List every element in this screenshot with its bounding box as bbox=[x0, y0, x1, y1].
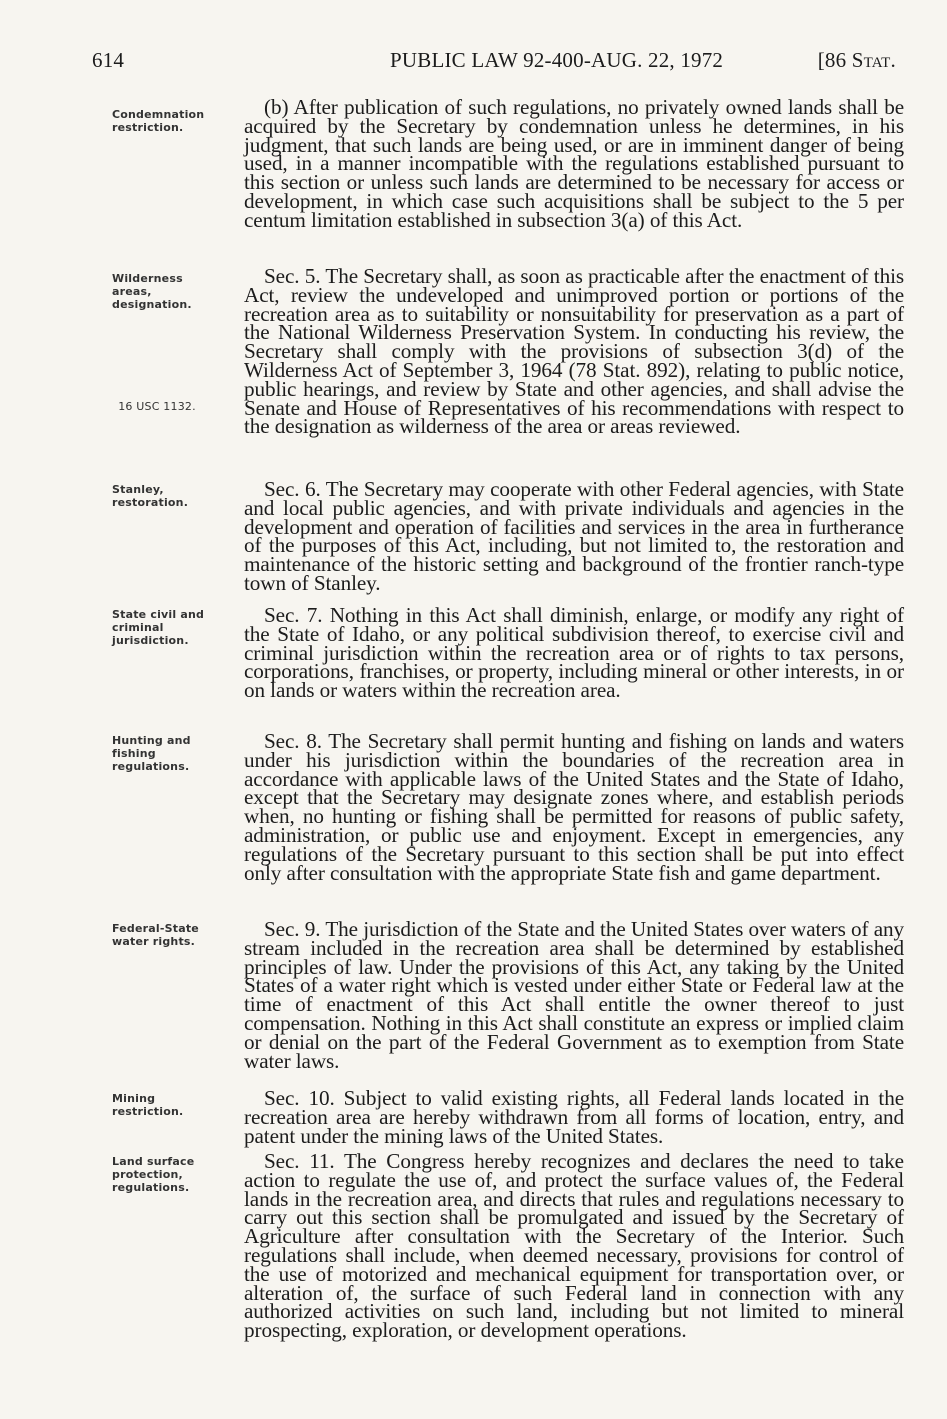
margin-note-usc: 16 USC 1132. bbox=[118, 400, 196, 413]
section-7 bbox=[244, 603, 904, 703]
page-number: 614 bbox=[92, 48, 125, 72]
margin-note-jurisdiction: State civil and criminal jurisdiction. bbox=[112, 608, 205, 647]
page-header bbox=[92, 48, 896, 80]
paragraph: Sec. 8. The Secretary shall permit hunting and fishing on lands and waters under his jurisdiction within the boundaries of the recreation area in accordance with applicable laws of the United States and the State of Idaho, except that the Secretary may designate zones where, and establish periods when, no hunting or fishing shall be permitted for reasons of public safety, administration, or public use and enjoyment. Except in emergencies, any regulations of the Secretary pursuant to this section shall be put into effect only after consultation with the appropriate State fish and game department. bbox=[244, 729, 904, 885]
margin-note-mining: Mining restriction. bbox=[112, 1092, 184, 1118]
paragraph: Sec. 5. The Secretary shall, as soon as practicable after the enactment of this Act, review the undeveloped and unimproved portion or portions of the recreation area as to suitability or nonsuitability for preservation as a part of the National Wilderness Preservation System. In conducting his review, the Secretary shall comply with the provisions of subsection 3(d) of the Wilderness Act of September 3, 1964 (78 Stat. 892), relating to public notice, public hearings, and review by State and other agencies, and shall advise the Senate and House of Representatives of his recommendations with respect to the designation as wilderness of the area or areas reviewed. bbox=[244, 264, 904, 439]
section-10 bbox=[244, 1086, 904, 1148]
margin-note-land-surface: Land surface protection, regulations. bbox=[112, 1155, 195, 1194]
paragraph: Sec. 9. The jurisdiction of the State and the United States over waters of any stream included in the recreation area shall be determined by established principles of law. Under the provisions of this Act, any taking by the United States of a water right which is vested under either State or Federal law at the time of enactment of this Act shall entitle the owner thereof to just compensation. Nothing in this Act shall constitute an express or implied claim or denial on the part of the Federal Government as to exemption from State water laws. bbox=[244, 917, 904, 1073]
margin-note-water-rights: Federal-State water rights. bbox=[112, 922, 199, 948]
paragraph: Sec. 6. The Secretary may cooperate with other Federal agencies, with State and local public agencies, and with private individuals and agencies in the development and operation of facilities and services in the area in furtherance of the purposes of this Act, including, but not limited to, the restoration and maintenance of the historic setting and background of the frontier ranch-type town of Stanley. bbox=[244, 477, 904, 595]
margin-note-condemnation: Condemnation restriction. bbox=[112, 108, 205, 134]
margin-note-stanley: Stanley, restoration. bbox=[112, 483, 189, 509]
margin-note-wilderness: Wilderness areas, designation. bbox=[112, 272, 192, 311]
section-6 bbox=[244, 477, 904, 595]
paragraph: (b) After publication of such regulations, no privately owned lands shall be acquired by the Secretary by condemnation unless he determines, in his judgment, that such lands are being used, or are in imminent danger of being used, in a manner incompatible with the regulations established pursuant to this section or unless such lands are determined to be necessary for access or development, in which case such acquisitions shall be subject to the 5 per centum limitation established in subsection 3(a) of this Act. bbox=[244, 95, 904, 232]
section-4b bbox=[244, 95, 904, 232]
statute-reference: [86 Stat. bbox=[817, 48, 896, 72]
page-title: PUBLIC LAW 92-400-AUG. 22, 1972 bbox=[390, 48, 724, 72]
section-11 bbox=[244, 1149, 904, 1343]
section-5 bbox=[244, 264, 904, 439]
paragraph: Sec. 10. Subject to valid existing rights, all Federal lands located in the recreation area are hereby withdrawn from all forms of location, entry, and patent under the mining laws of the United States. bbox=[244, 1086, 904, 1148]
section-8 bbox=[244, 729, 904, 885]
paragraph: Sec. 11. The Congress hereby recognizes and declares the need to take action to regulate the use of, and protect the surface values of, the Federal lands in the recreation area, and directs that rules and regulations necessary to carry out this section shall be promulgated and issued by the Secretary of Agriculture after consultation with the Secretary of the Interior. Such regulations shall include, when deemed necessary, provisions for control of the use of motorized and mechanical equipment for transportation over, or alteration of, the surface of such Federal land in connection with any authorized activities on such land, including but not limited to mineral prospecting, exploration, or development operations. bbox=[244, 1149, 904, 1343]
margin-note-hunting: Hunting and fishing regulations. bbox=[112, 734, 191, 773]
paragraph: Sec. 7. Nothing in this Act shall diminish, enlarge, or modify any right of the State of Idaho, or any political subdivision thereof, to exercise civil and criminal jurisdiction within the recreation area or of rights to tax persons, corporations, franchises, or property, including mineral or other interests, in or on lands or waters within the recreation area. bbox=[244, 603, 904, 703]
section-9 bbox=[244, 917, 904, 1073]
